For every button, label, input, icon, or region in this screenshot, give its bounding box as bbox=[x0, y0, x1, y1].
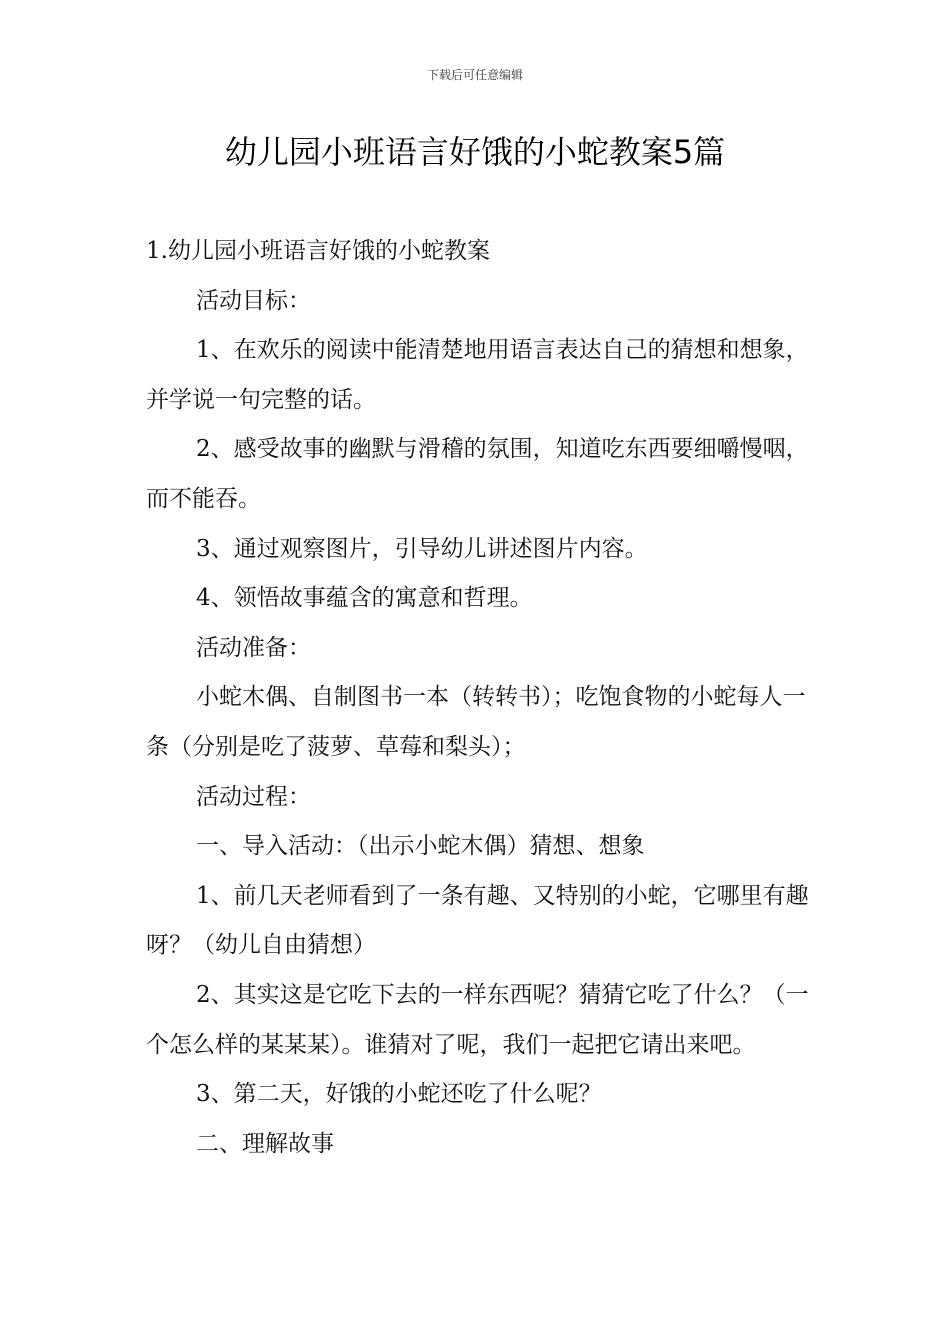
header-note: 下载后可任意编辑 bbox=[426, 68, 523, 82]
paragraph-preparation: 小蛇木偶、自制图书一本（转转书）；吃饱食物的小蛇每人一条（分别是吃了菠萝、草莓和梨头）； bbox=[146, 684, 806, 760]
document-title: 幼儿园小班语言好饿的小蛇教案5篇 bbox=[224, 133, 726, 171]
paragraph-goal-1: 1、在欢乐的阅读中能清楚地用语言表达自己的猜想和想象，并学说一句完整的话。 bbox=[146, 337, 809, 413]
section-heading: 1.幼儿园小班语言好饿的小蛇教案 bbox=[146, 238, 490, 264]
paragraph-goals-heading: 活动目标： bbox=[196, 287, 311, 314]
paragraph-goal-3: 3、通过观察图片，引导幼儿讲述图片内容。 bbox=[196, 535, 648, 562]
paragraph-preparation-heading: 活动准备： bbox=[196, 634, 311, 661]
paragraph-step-1: 1、前几天老师看到了一条有趣、又特别的小蛇，它哪里有趣呀？（幼儿自由猜想） bbox=[146, 882, 809, 959]
paragraph-step-2: 2、其实这是它吃下去的一样东西呢？猜猜它吃了什么？（一个怎么样的某某某）。谁猜对了呢，我们一起把它请出来吧。 bbox=[146, 981, 809, 1058]
paragraph-goal-4: 4、领悟故事蕴含的寓意和哲理。 bbox=[196, 585, 533, 612]
document-body bbox=[146, 227, 810, 1169]
paragraph-step-3: 3、第二天，好饿的小蛇还吃了什么呢？ bbox=[196, 1081, 602, 1108]
paragraph-process-heading: 活动过程： bbox=[196, 783, 311, 810]
paragraph-goal-2: 2、感受故事的幽默与滑稽的氛围，知道吃东西要细嚼慢咽，而不能吞。 bbox=[146, 436, 809, 512]
paragraph-step-intro: 一、导入活动：（出示小蛇木偶）猜想、想象 bbox=[196, 833, 645, 860]
paragraph-understand-story: 二、理解故事 bbox=[196, 1130, 334, 1157]
